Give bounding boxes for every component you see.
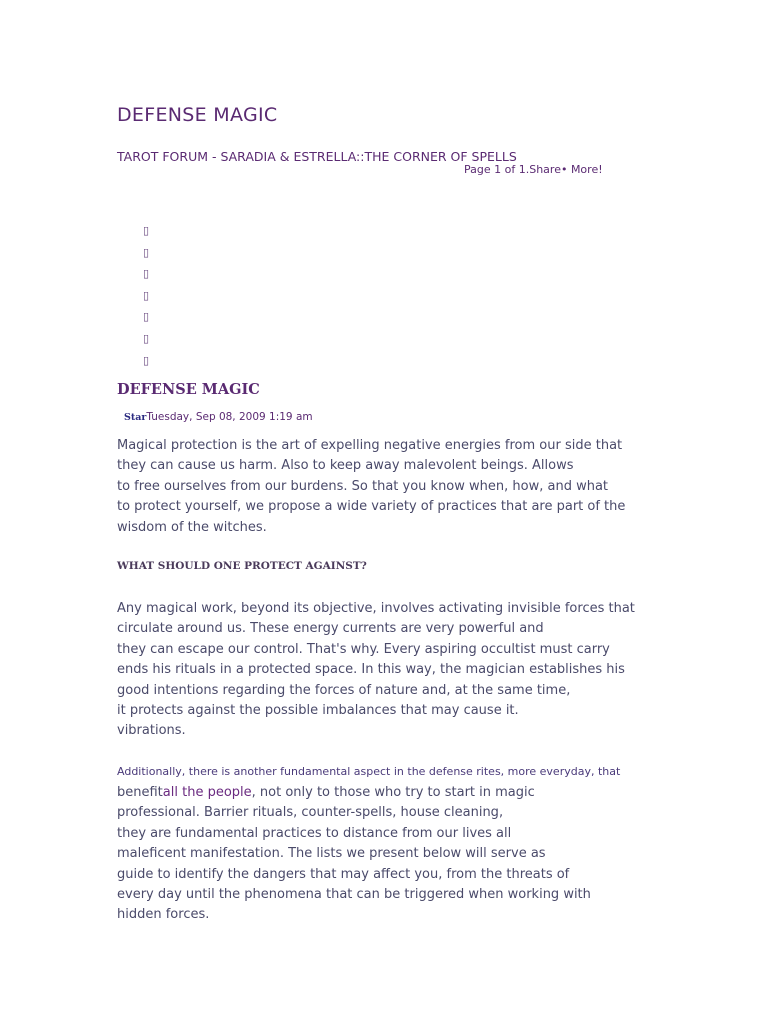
text-line: wisdom of the witches.: [117, 519, 267, 535]
text-line: every day until the phenomena that can be triggered when working with: [117, 887, 591, 903]
text-line: guide to identify the dangers that may affect you, from the threats of: [117, 866, 570, 882]
list-item-glyph: ▯: [143, 267, 150, 281]
post-meta: [124, 411, 313, 423]
text-line: to protect yourself, we propose a wide variety of practices that are part of the: [117, 499, 626, 515]
list-item-glyph: ▯: [143, 353, 150, 367]
text-line: hidden forces.: [117, 907, 210, 923]
list-item-glyph: ▯: [143, 310, 150, 324]
list-item-glyph: ▯: [143, 245, 150, 259]
paragraph-defense-first-line: Additionally, there is another fundamental aspect in the defense rites, more everyday, that: [117, 765, 621, 778]
text-line: to free ourselves from our burdens. So that you know when, how, and what: [117, 478, 609, 494]
post-title: DEFENSE MAGIC: [117, 381, 260, 398]
post-author-link[interactable]: Star: [124, 412, 147, 423]
list-item-glyph: ▯: [143, 288, 150, 302]
text-line: vibrations.: [117, 723, 186, 739]
text-fragment: benefit: [117, 785, 163, 800]
list-item-glyph: ▯: [143, 331, 150, 345]
text-line: maleficent manifestation. The lists we present below will serve as: [117, 846, 546, 862]
paragraph-defense: [117, 783, 591, 926]
text-line: [117, 783, 591, 803]
forum-breadcrumb-link[interactable]: TAROT FORUM - SARADIA & ESTRELLA::THE CORNER OF SPELLS: [117, 149, 517, 164]
page-title: DEFENSE MAGIC: [117, 104, 278, 126]
paragraph-forces: [117, 599, 635, 742]
text-line: good intentions regarding the forces of nature and, at the same time,: [117, 682, 571, 698]
text-line: Any magical work, beyond its objective, involves activating invisible forces that: [117, 601, 635, 616]
text-fragment: , not only to those who try to start in magic: [251, 785, 535, 800]
paragraph-intro: [117, 436, 625, 538]
text-line: Magical protection is the art of expelling negative energies from our side that: [117, 438, 623, 453]
section-heading: WHAT SHOULD ONE PROTECT AGAINST?: [117, 560, 367, 572]
text-line: they can cause us harm. Also to keep away malevolent beings. Allows: [117, 458, 574, 474]
bullet-list: [143, 224, 149, 375]
text-line: ends his rituals in a protected space. In this way, the magician establishes his: [117, 662, 625, 678]
page-info-share[interactable]: Page 1 of 1.Share• More!: [464, 163, 603, 176]
all-the-people-link[interactable]: all the people: [162, 785, 252, 800]
text-line: it protects against the possible imbalances that may cause it.: [117, 703, 519, 719]
post-timestamp: Tuesday, Sep 08, 2009 1:19 am: [146, 411, 313, 423]
text-line: circulate around us. These energy currents are very powerful and: [117, 621, 544, 637]
text-line: professional. Barrier rituals, counter-spells, house cleaning,: [117, 805, 504, 821]
text-line: they are fundamental practices to distance from our lives all: [117, 825, 512, 841]
list-item-glyph: ▯: [143, 224, 150, 237]
text-line: they can escape our control. That's why. Every aspiring occultist must carry: [117, 641, 610, 657]
